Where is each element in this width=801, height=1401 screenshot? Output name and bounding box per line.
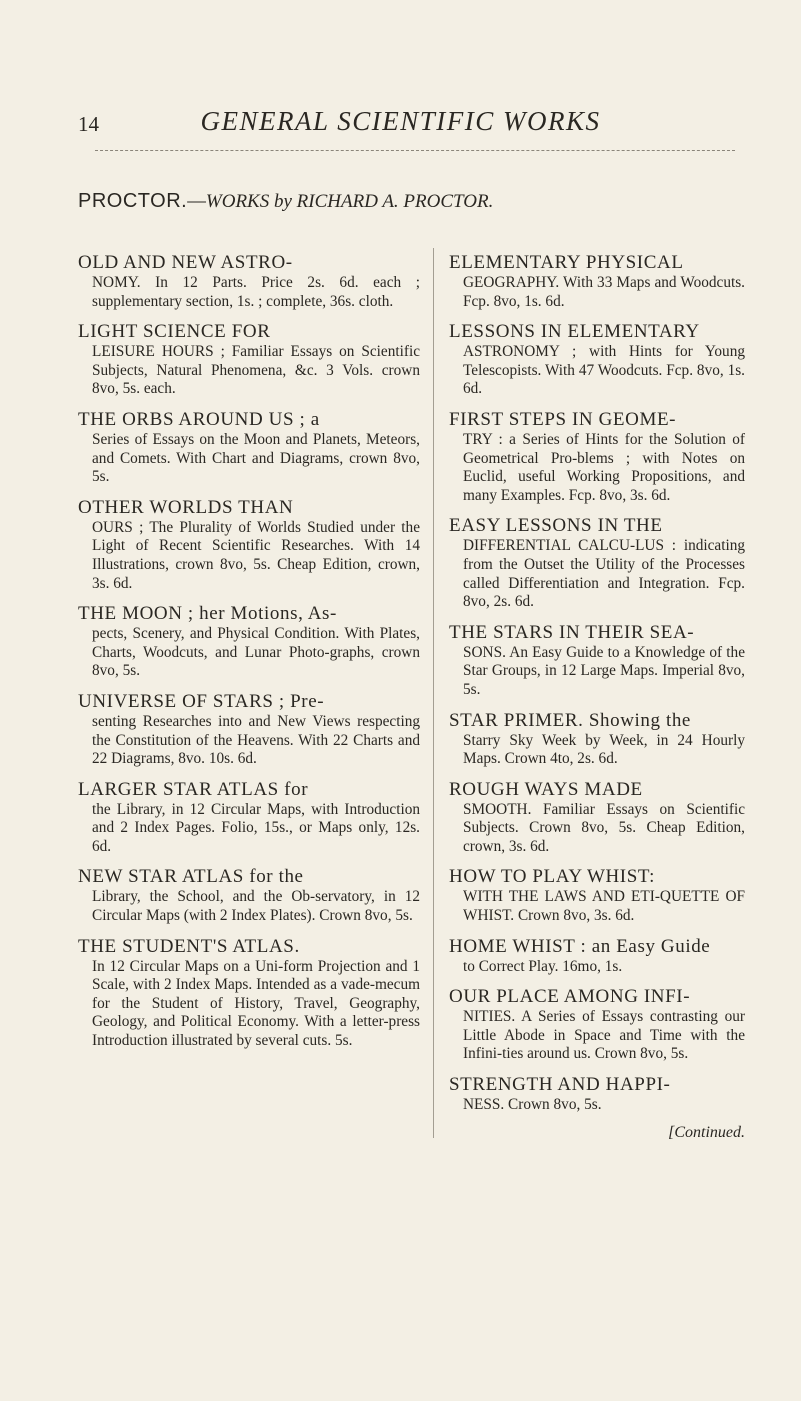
section-heading — [78, 188, 778, 213]
book-entry — [449, 515, 745, 611]
book-entry — [449, 622, 745, 700]
book-title: NEW STAR ATLAS for the — [78, 866, 304, 888]
book-description: GEOGRAPHY. With 33 Maps and Woodcuts. Fcp. 8vo, 1s. 6d. — [463, 274, 745, 310]
book-title: UNIVERSE OF STARS ; Pre- — [78, 690, 325, 712]
book-description: senting Researches into and New Views respecting the Constitution of the Heavens. With 22 Charts and 22 Diagrams, 8vo. 10s. 6d. — [92, 712, 420, 768]
column-divider — [433, 248, 434, 1138]
book-title: OLD AND NEW ASTRO- — [78, 252, 293, 273]
book-title: THE ORBS AROUND US ; a — [78, 408, 320, 430]
book-entry — [449, 252, 745, 311]
book-title: HOME WHIST : an Easy Guide — [449, 935, 711, 957]
book-description: the Library, in 12 Circular Maps, with Introduction and 2 Index Pages. Folio, 15s., or Maps only, 12s. 6d. — [92, 800, 420, 855]
book-title: LARGER STAR ATLAS for — [78, 778, 309, 800]
book-entry — [449, 866, 745, 925]
book-entry — [78, 936, 420, 1051]
book-entry — [78, 866, 420, 925]
section-author: PROCTOR. — [78, 190, 188, 212]
book-entry — [449, 409, 745, 505]
book-title: ROUGH WAYS MADE — [449, 778, 643, 800]
book-entry — [78, 409, 420, 487]
book-title: HOW TO PLAY WHIST: — [449, 866, 656, 888]
book-entry — [449, 1074, 745, 1115]
book-title: ELEMENTARY PHYSICAL — [449, 252, 684, 273]
right-column — [449, 252, 745, 1125]
book-description: LEISURE HOURS ; Familiar Essays on Scientific Subjects, Natural Phenomena, &c. 3 Vols. crown 8vo, 5s. each. — [92, 343, 420, 398]
book-entry — [78, 497, 420, 593]
book-description: SMOOTH. Familiar Essays on Scientific Subjects. Crown 8vo, 5s. Cheap Edition, crown, 3s. 6d. — [463, 800, 745, 855]
book-title: OUR PLACE AMONG INFI- — [449, 986, 691, 1008]
book-title: OTHER WORLDS THAN — [78, 496, 294, 518]
book-description: pects, Scenery, and Physical Condition. With Plates, Charts, Woodcuts, and Lunar Photo-graphs, crown 8vo, 5s. — [92, 625, 420, 680]
book-entry — [449, 321, 745, 399]
book-description: ASTRONOMY ; with Hints for Young Telescopists. With 47 Woodcuts. Fcp. 8vo, 1s. 6d. — [463, 343, 745, 398]
book-entry — [78, 321, 420, 399]
book-description: NITIES. A Series of Essays contrasting our Little Abode in Space and Time with the Infini-ties around us. Crown 8vo, 5s. — [463, 1008, 745, 1063]
book-title: STAR PRIMER. Showing the — [449, 709, 691, 731]
book-title: THE STARS IN THEIR SEA- — [449, 621, 695, 643]
book-entry — [449, 936, 745, 977]
book-title: THE MOON ; her Motions, As- — [78, 603, 337, 625]
book-title: FIRST STEPS IN GEOME- — [449, 408, 677, 430]
section-dash: — — [187, 188, 206, 212]
book-entry — [449, 779, 745, 857]
page-number: 14 — [78, 112, 99, 136]
continued-note: [Continued. — [668, 1124, 745, 1141]
book-description: Starry Sky Week by Week, in 24 Hourly Maps. Crown 4to, 2s. 6d. — [463, 731, 745, 768]
book-entry — [78, 779, 420, 857]
book-title: STRENGTH AND HAPPI- — [449, 1074, 671, 1096]
book-entry — [78, 252, 420, 311]
book-description: NESS. Crown 8vo, 5s. — [463, 1096, 602, 1114]
book-description: Library, the School, and the Ob-servatory, in 12 Circular Maps (with 2 Index Plates). Crown 8vo, 5s. — [92, 888, 420, 925]
book-title: LIGHT SCIENCE FOR — [78, 321, 271, 343]
running-head: GENERAL SCIENTIFIC WORKS — [200, 106, 601, 136]
book-title: LESSONS IN ELEMENTARY — [449, 321, 700, 343]
book-title: THE STUDENT'S ATLAS. — [78, 935, 300, 957]
book-description: to Correct Play. 16mo, 1s. — [463, 957, 623, 975]
book-description: In 12 Circular Maps on a Uni-form Projection and 1 Scale, with 2 Index Maps. Intended as a vade-mecum for the Student of History, Travel, Geography, Geology, and Political Economy. With a letter-press Introduction illustrated by several cuts. 5s. — [92, 957, 420, 1050]
left-column — [78, 252, 420, 1061]
book-description: TRY : a Series of Hints for the Solution of Geometrical Pro-blems ; with Notes on Euclid, useful Working Propositions, and many Examples. Fcp. 8vo, 3s. 6d. — [463, 430, 745, 504]
book-description: WITH THE LAWS AND ETI-QUETTE OF WHIST. Crown 8vo, 3s. 6d. — [463, 888, 745, 925]
book-entry — [78, 691, 420, 769]
book-entry — [449, 986, 745, 1064]
header-rule — [95, 150, 735, 151]
book-description: DIFFERENTIAL CALCU-LUS : indicating from the Outset the Utility of the Processes called Differentiation and Integration. Fcp. 8vo, 2s. 6d. — [463, 537, 745, 611]
book-entry — [78, 603, 420, 681]
book-description: SONS. An Easy Guide to a Knowledge of the Star Groups, in 12 Large Maps. Imperial 8vo, 5s. — [463, 643, 745, 698]
section-subtitle: WORKS by RICHARD A. PROCTOR. — [205, 191, 494, 212]
book-description: OURS ; The Plurality of Worlds Studied under the Light of Recent Scientific Researches. With 14 Illustrations, crown 8vo, 5s. Cheap Edition, crown, 3s. 6d. — [92, 518, 420, 592]
book-title: EASY LESSONS IN THE — [449, 515, 663, 537]
book-description: Series of Essays on the Moon and Planets, Meteors, and Comets. With Chart and Diagrams, crown 8vo, 5s. — [92, 430, 420, 486]
book-entry — [449, 710, 745, 769]
book-description: NOMY. In 12 Parts. Price 2s. 6d. each ; supplementary section, 1s. ; complete, 36s. cloth. — [92, 274, 420, 310]
